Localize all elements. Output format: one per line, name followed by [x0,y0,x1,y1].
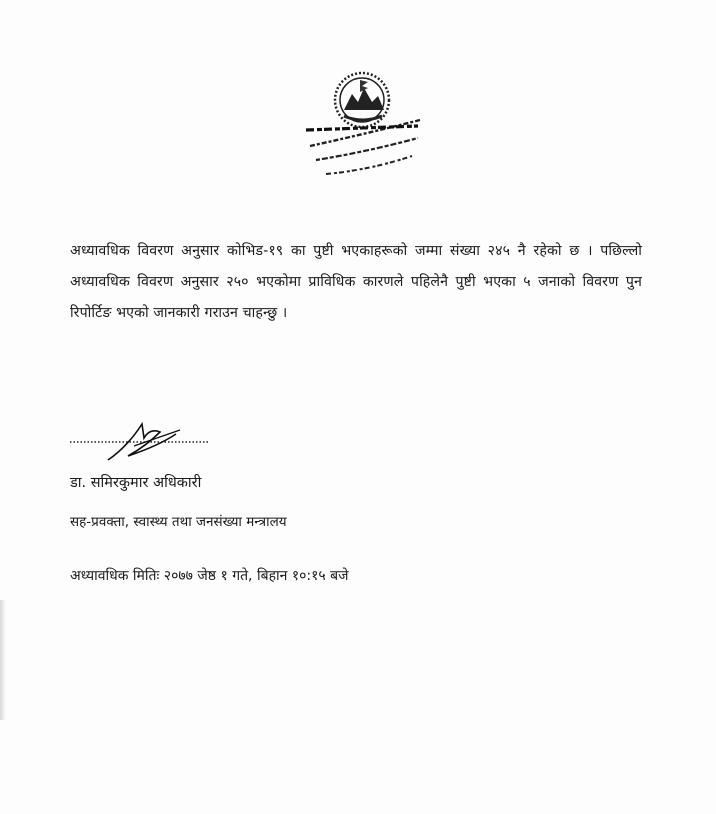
press-release-paragraph: अध्यावधिक विवरण अनुसार कोभिड-१९ का पुष्टी भएकाहरूको जम्मा संख्या २४५ नै रहेको छ । पछिल्लो अध्यावधिक विवरण अनुसार २५० भएकोमा प्राविधिक कारणले पहिलेनै पुष्टी भएका ५ जनाको विवरण पुन रिपोर्टिङ भएको जानकारी गराउन चाहन्छु । [70,243,642,321]
update-timestamp: अध्यावधिक मितिः २०७७ जेष्ठ १ गते, बिहान १०:१५ बजे [70,568,349,584]
nepal-emblem-seal-icon [300,68,430,188]
page-edge-shadow [0,600,6,720]
handwritten-signature-icon [68,416,218,466]
signatory-title: सह-प्रवक्ता, स्वास्थ्य तथा जनसंख्या मन्त्रालय [70,514,287,530]
signatory-name: डा. समिरकुमार अधिकारी [70,475,202,491]
